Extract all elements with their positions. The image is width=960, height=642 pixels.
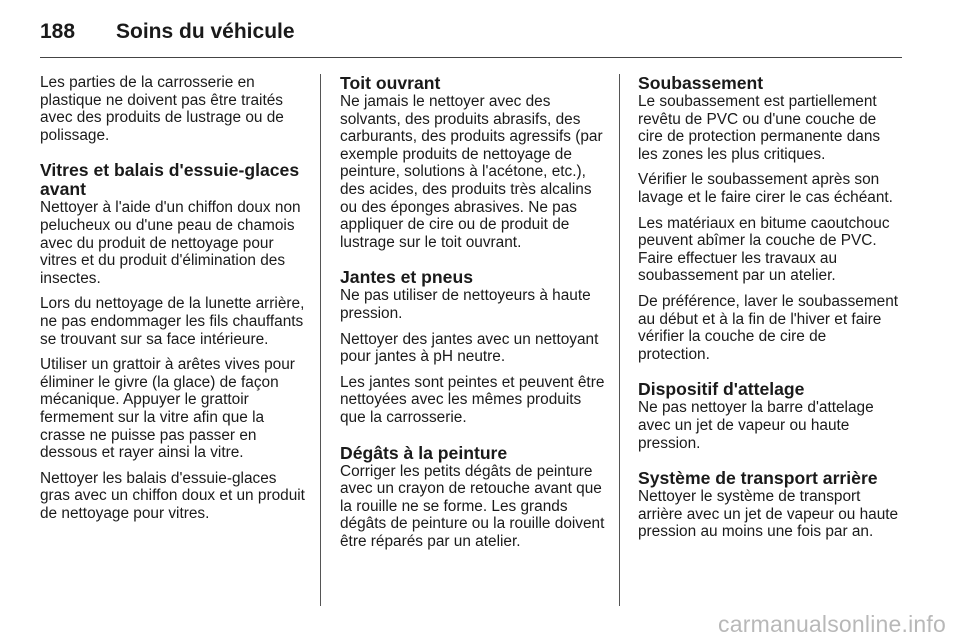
section-heading-towbar: Dispositif d'attelage xyxy=(638,379,805,400)
paragraph: Nettoyer le système de transport arrière avec un jet de vapeur ou haute pression au moins une fois par an. xyxy=(638,488,899,541)
intro-paragraph: Les parties de la carrosserie en plastique ne doivent pas être traités avec des produits de lustrage ou de polissage. xyxy=(40,74,284,144)
paragraph: Nettoyer des jantes avec un nettoyant pour jantes à pH neutre. xyxy=(340,330,599,366)
paragraph: Le soubassement est partiellement revêtu de PVC ou d'une couche de cire de protection permanente dans les zones les plus critiques. xyxy=(638,93,881,163)
page-title: Soins du véhicule xyxy=(116,20,295,43)
column-right xyxy=(638,74,902,549)
section-heading-rear-carrier: Système de transport arrière xyxy=(638,468,878,489)
paragraph: Corriger les petits dégâts de peinture avec un crayon de retouche avant que la rouille ne se forme. Les grands dégâts de peinture ou la rouille doivent être réparés par un atelier. xyxy=(340,462,605,550)
page-header xyxy=(40,14,295,50)
page-number: 188 xyxy=(40,20,76,43)
paragraph: Ne pas nettoyer la barre d'attelage avec un jet de vapeur ou haute pression. xyxy=(638,399,874,452)
column-middle xyxy=(340,74,610,558)
paragraph: Ne pas utiliser de nettoyeurs à haute pression. xyxy=(340,287,591,322)
column-divider xyxy=(320,74,321,606)
paragraph: Nettoyer à l'aide d'un chiffon doux non pelucheux ou d'une peau de chamois avec du produit de nettoyage pour vitres et du produit d'élimination des insectes. xyxy=(40,199,301,287)
section-heading-underbody: Soubassement xyxy=(638,73,764,93)
paragraph: Les jantes sont peintes et peuvent être nettoyées avec les mêmes produits que la carrosserie. xyxy=(340,373,605,426)
section-heading-sunroof: Toit ouvrant xyxy=(340,73,441,93)
section-heading-windshield: Vitres et balais d'essuie-glaces avant xyxy=(40,160,300,200)
paragraph: De préférence, laver le soubassement au début et à la fin de l'hiver et faire vérifier la couche de cire de protection. xyxy=(638,292,899,363)
watermark-link[interactable]: carmanualsonline.info xyxy=(718,611,946,637)
paragraph: Ne jamais le nettoyer avec des solvants, des produits abrasifs, des carburants, des produits agressifs (par exemple produits de nettoyage de peinture, solutions à l'acétone, etc.), des acides, des produits très alcalins ou des éponges abrasives. Ne pas appliquer de cire ou de produit de lustrage sur le toit ouvrant. xyxy=(340,93,603,251)
section-heading-wheels: Jantes et pneus xyxy=(340,267,473,288)
header-rule xyxy=(40,57,902,58)
paragraph: Les matériaux en bitume caoutchouc peuvent abîmer la couche de PVC. Faire effectuer les travaux au soubassement par un atelier. xyxy=(638,214,890,285)
paragraph: Utiliser un grattoir à arêtes vives pour éliminer le givre (la glace) de façon mécanique. Appuyer le grattoir fermement sur la vitre afin que la crasse ne puisse pas passer en dessous et rayer ainsi la vitre. xyxy=(40,356,295,462)
paragraph: Lors du nettoyage de la lunette arrière, ne pas endommager les fils chauffants se trouvant sur sa face intérieure. xyxy=(40,295,305,348)
section-heading-paint: Dégâts à la peinture xyxy=(340,442,508,463)
column-left xyxy=(40,74,310,530)
paragraph: Vérifier le soubassement après son lavage et le faire cirer le cas échéant. xyxy=(638,171,893,206)
column-divider xyxy=(619,74,620,606)
paragraph: Nettoyer les balais d'essuie-glaces gras avec un chiffon doux et un produit de nettoyage pour vitres. xyxy=(40,469,305,522)
